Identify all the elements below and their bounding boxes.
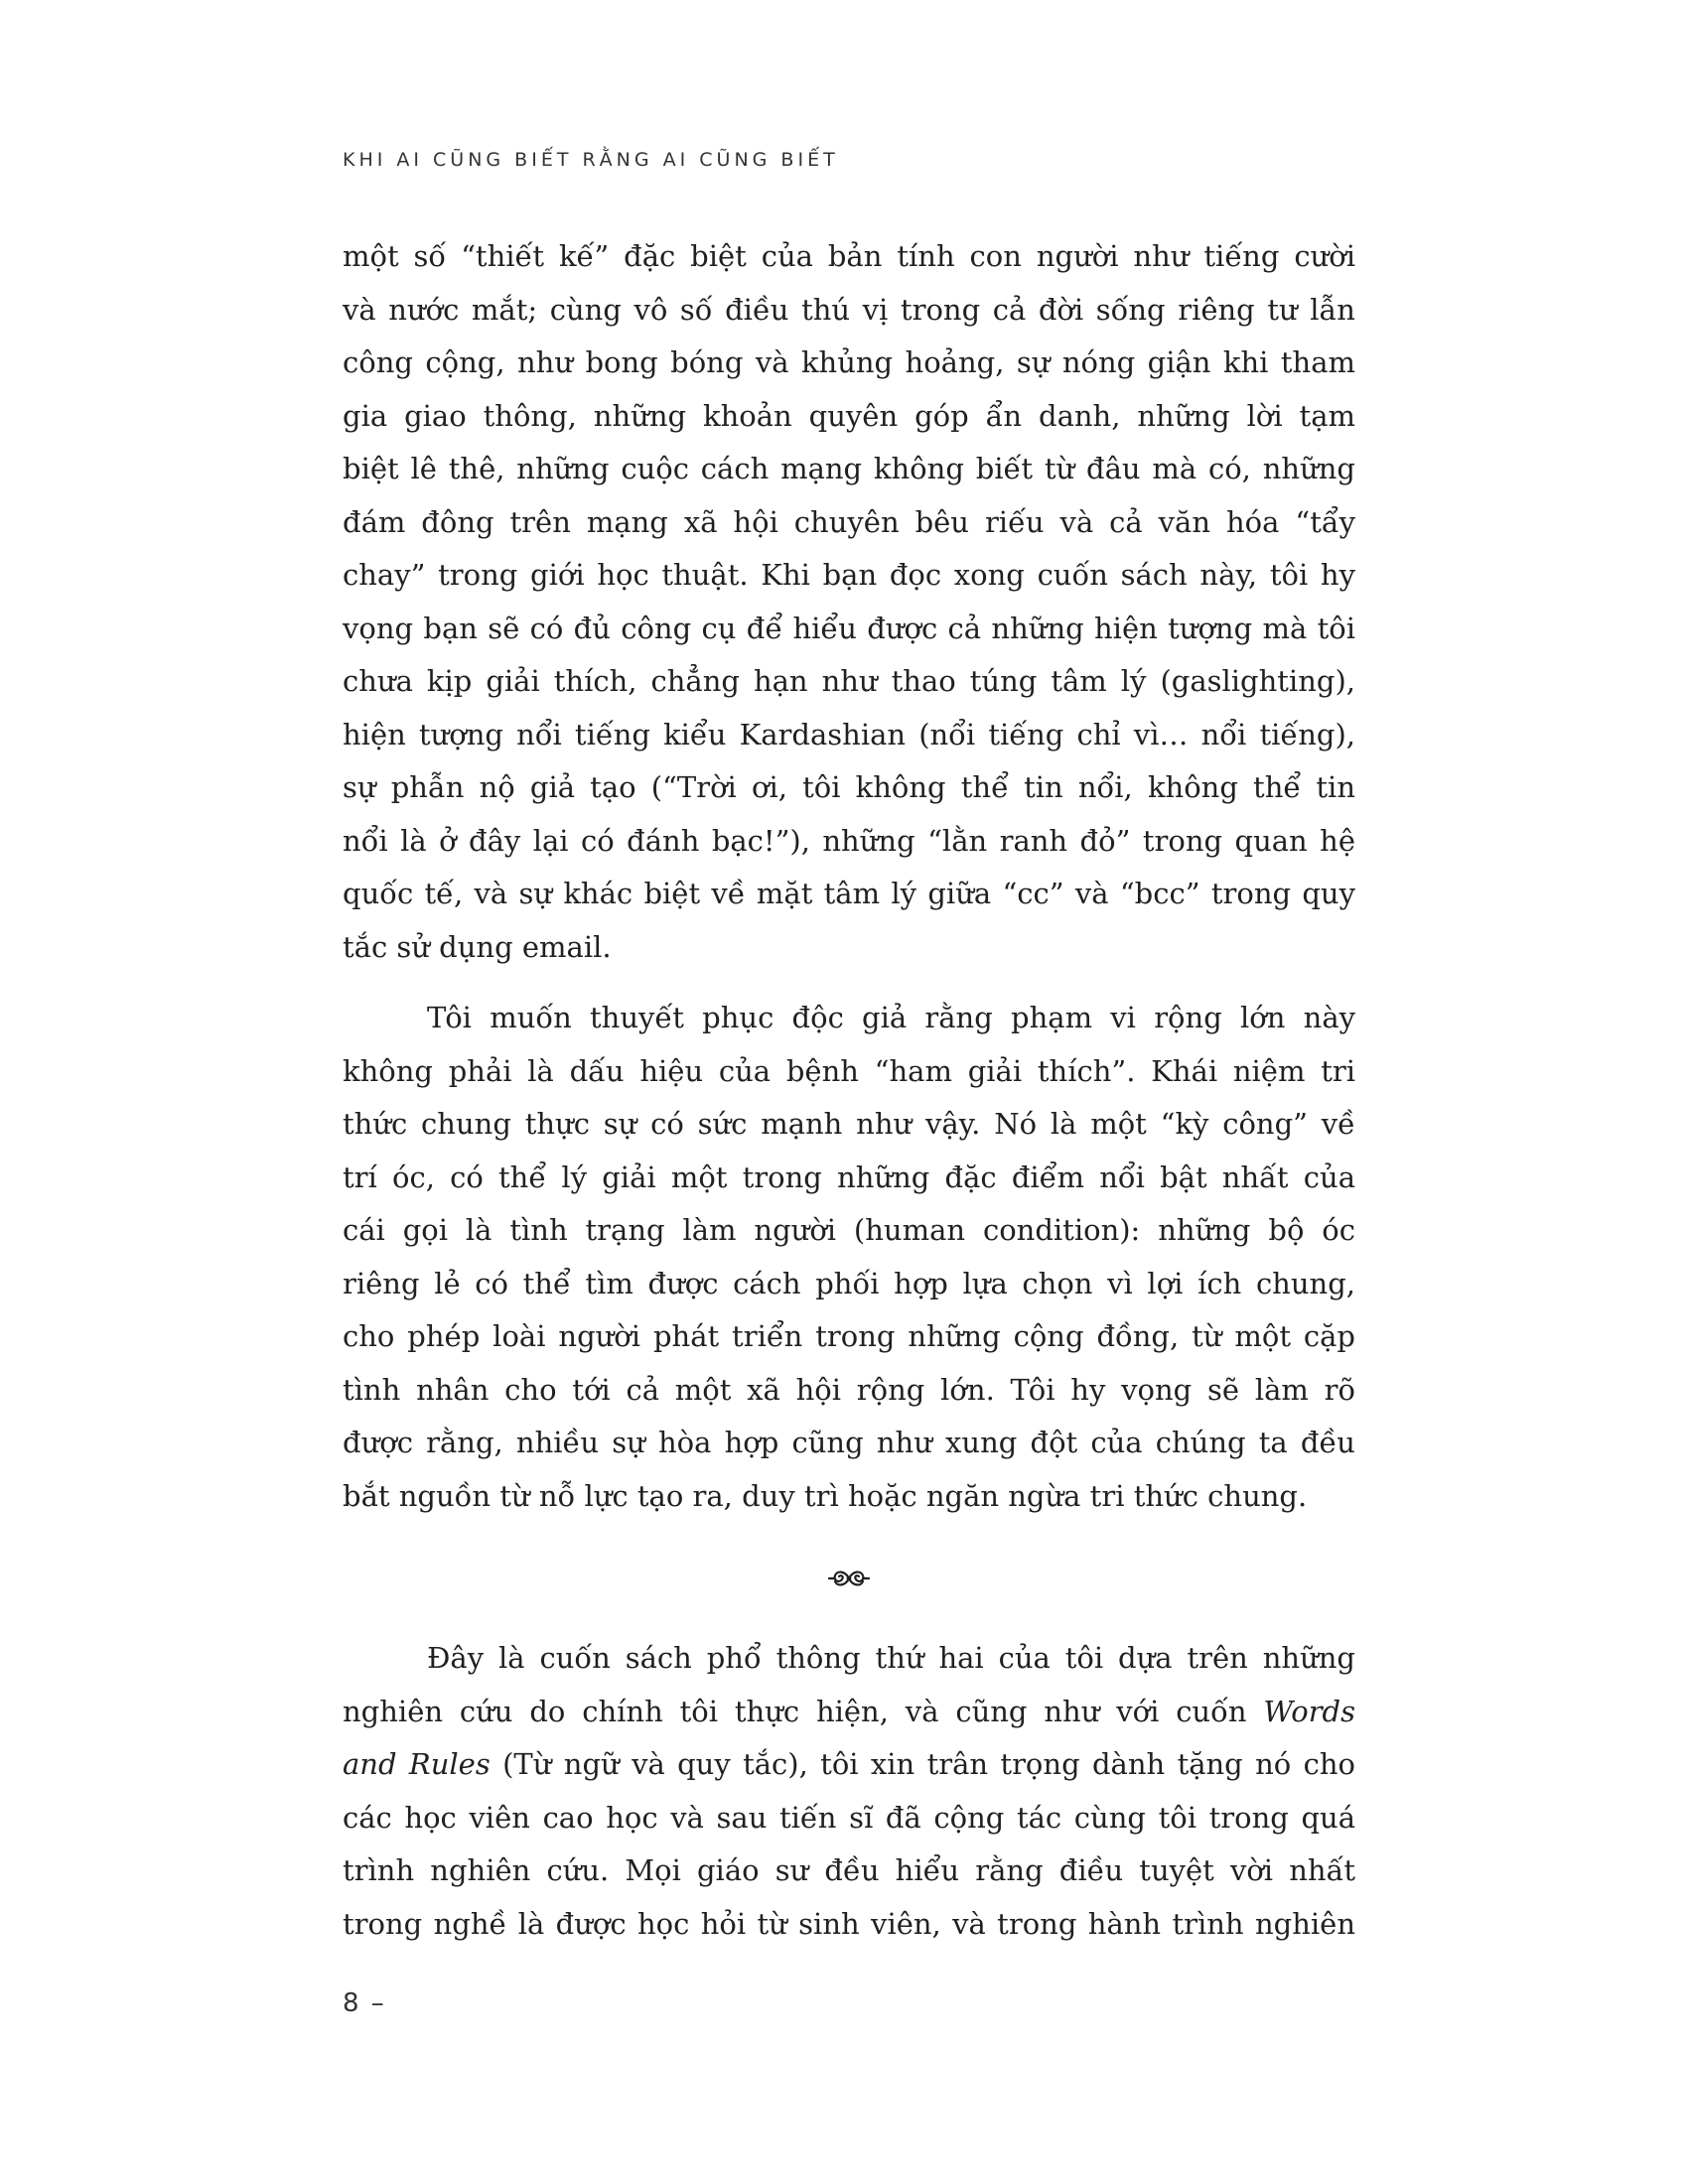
text-line: trí óc, có thể lý giải một trong những đặc điểm nổi bật nhất của	[343, 1160, 1355, 1194]
text-line	[343, 1738, 1355, 1792]
text-line	[343, 1686, 1355, 1739]
text-line: được rằng, nhiều sự hòa hợp cũng như xung đột của chúng ta đều	[343, 1426, 1355, 1459]
text-line: không phải là dấu hiệu của bệnh “ham giải thích”. Khái niệm tri	[343, 1053, 1355, 1088]
text-line: bắt nguồn từ nỗ lực tạo ra, duy trì hoặc ngăn ngừa tri thức chung.	[343, 1478, 1308, 1513]
paragraph-2	[343, 992, 1355, 1523]
paragraph-gap	[343, 974, 1355, 992]
text-line: sự phẫn nộ giả tạo (“Trời ơi, tôi không thể tin nổi, không thể tin	[343, 770, 1355, 804]
text-line: riêng lẻ có thể tìm được cách phối hợp lựa chọn vì lợi ích chung,	[343, 1266, 1355, 1300]
text-line: cái gọi là tình trạng làm người (human condition): những bộ óc	[343, 1213, 1355, 1247]
text-line: quốc tế, và sự khác biệt về mặt tâm lý giữa “cc” và “bcc” trong quy	[343, 877, 1355, 910]
text-line: gia giao thông, những khoản quyên góp ẩn danh, những lời tạm	[343, 398, 1355, 433]
text-line: biệt lê thê, những cuộc cách mạng không biết từ đâu mà có, những	[343, 452, 1355, 485]
book-title: Words	[1263, 1694, 1355, 1728]
text-line: chay” trong giới học thuật. Khi bạn đọc xong cuốn sách này, tôi hy	[343, 558, 1355, 592]
page-number: 8 –	[343, 1988, 386, 2018]
text-line: công cộng, như bong bóng và khủng hoảng, sự nóng giận khi tham	[343, 345, 1355, 379]
text-line: thức chung thực sự có sức mạnh như vậy. Nó là một “kỳ công” về	[343, 1107, 1355, 1141]
text-segment: (Từ ngữ và quy tắc), tôi xin trân trọng dành tặng nó cho	[490, 1747, 1355, 1781]
text-line: vọng bạn sẽ có đủ công cụ để hiểu được cả những hiện tượng mà tôi	[343, 611, 1355, 645]
text-line: chưa kịp giải thích, chẳng hạn như thao túng tâm lý (gaslighting),	[343, 664, 1355, 698]
text-line: các học viên cao học và sau tiến sĩ đã cộng tác cùng tôi trong quá	[343, 1800, 1355, 1835]
text-line: nổi là ở đây lại có đánh bạc!”), những “lằn ranh đỏ” trong quan hệ	[343, 823, 1355, 858]
text-line: cho phép loài người phát triển trong những cộng đồng, từ một cặp	[343, 1319, 1355, 1353]
text-line: và nước mắt; cùng vô số điều thú vị trong cả đời sống riêng tư lẫn	[343, 292, 1355, 327]
text-line: hiện tượng nổi tiếng kiểu Kardashian (nổi tiếng chỉ vì… nổi tiếng),	[343, 717, 1355, 751]
body-text	[343, 230, 1355, 1951]
text-line: tắc sử dụng email.	[343, 929, 612, 964]
text-line: Tôi muốn thuyết phục độc giả rằng phạm vi rộng lớn này	[427, 1001, 1355, 1034]
fleuron-icon	[825, 1568, 873, 1589]
running-header: KHI AI CŨNG BIẾT RẰNG AI CŨNG BIẾT	[343, 149, 839, 171]
text-line: đám đông trên mạng xã hội chuyên bêu riếu và cả văn hóa “tẩy	[343, 504, 1355, 539]
paragraph-3	[343, 1632, 1355, 1951]
text-line: trình nghiên cứu. Mọi giáo sư đều hiểu rằng điều tuyệt vời nhất	[343, 1853, 1355, 1887]
text-line: Đây là cuốn sách phổ thông thứ hai của tôi dựa trên những	[427, 1641, 1355, 1675]
text-line: trong nghề là được học hỏi từ sinh viên, và trong hành trình nghiên	[343, 1906, 1355, 1941]
text-line: một số “thiết kế” đặc biệt của bản tính con người như tiếng cười	[343, 239, 1355, 273]
text-segment: nghiên cứu do chính tôi thực hiện, và cũng như với cuốn	[343, 1694, 1264, 1728]
book-title: and Rules	[343, 1747, 491, 1781]
section-ornament	[343, 1523, 1355, 1632]
text-line: tình nhân cho tới cả một xã hội rộng lớn. Tôi hy vọng sẽ làm rõ	[343, 1372, 1355, 1407]
paragraph-1	[343, 230, 1355, 974]
